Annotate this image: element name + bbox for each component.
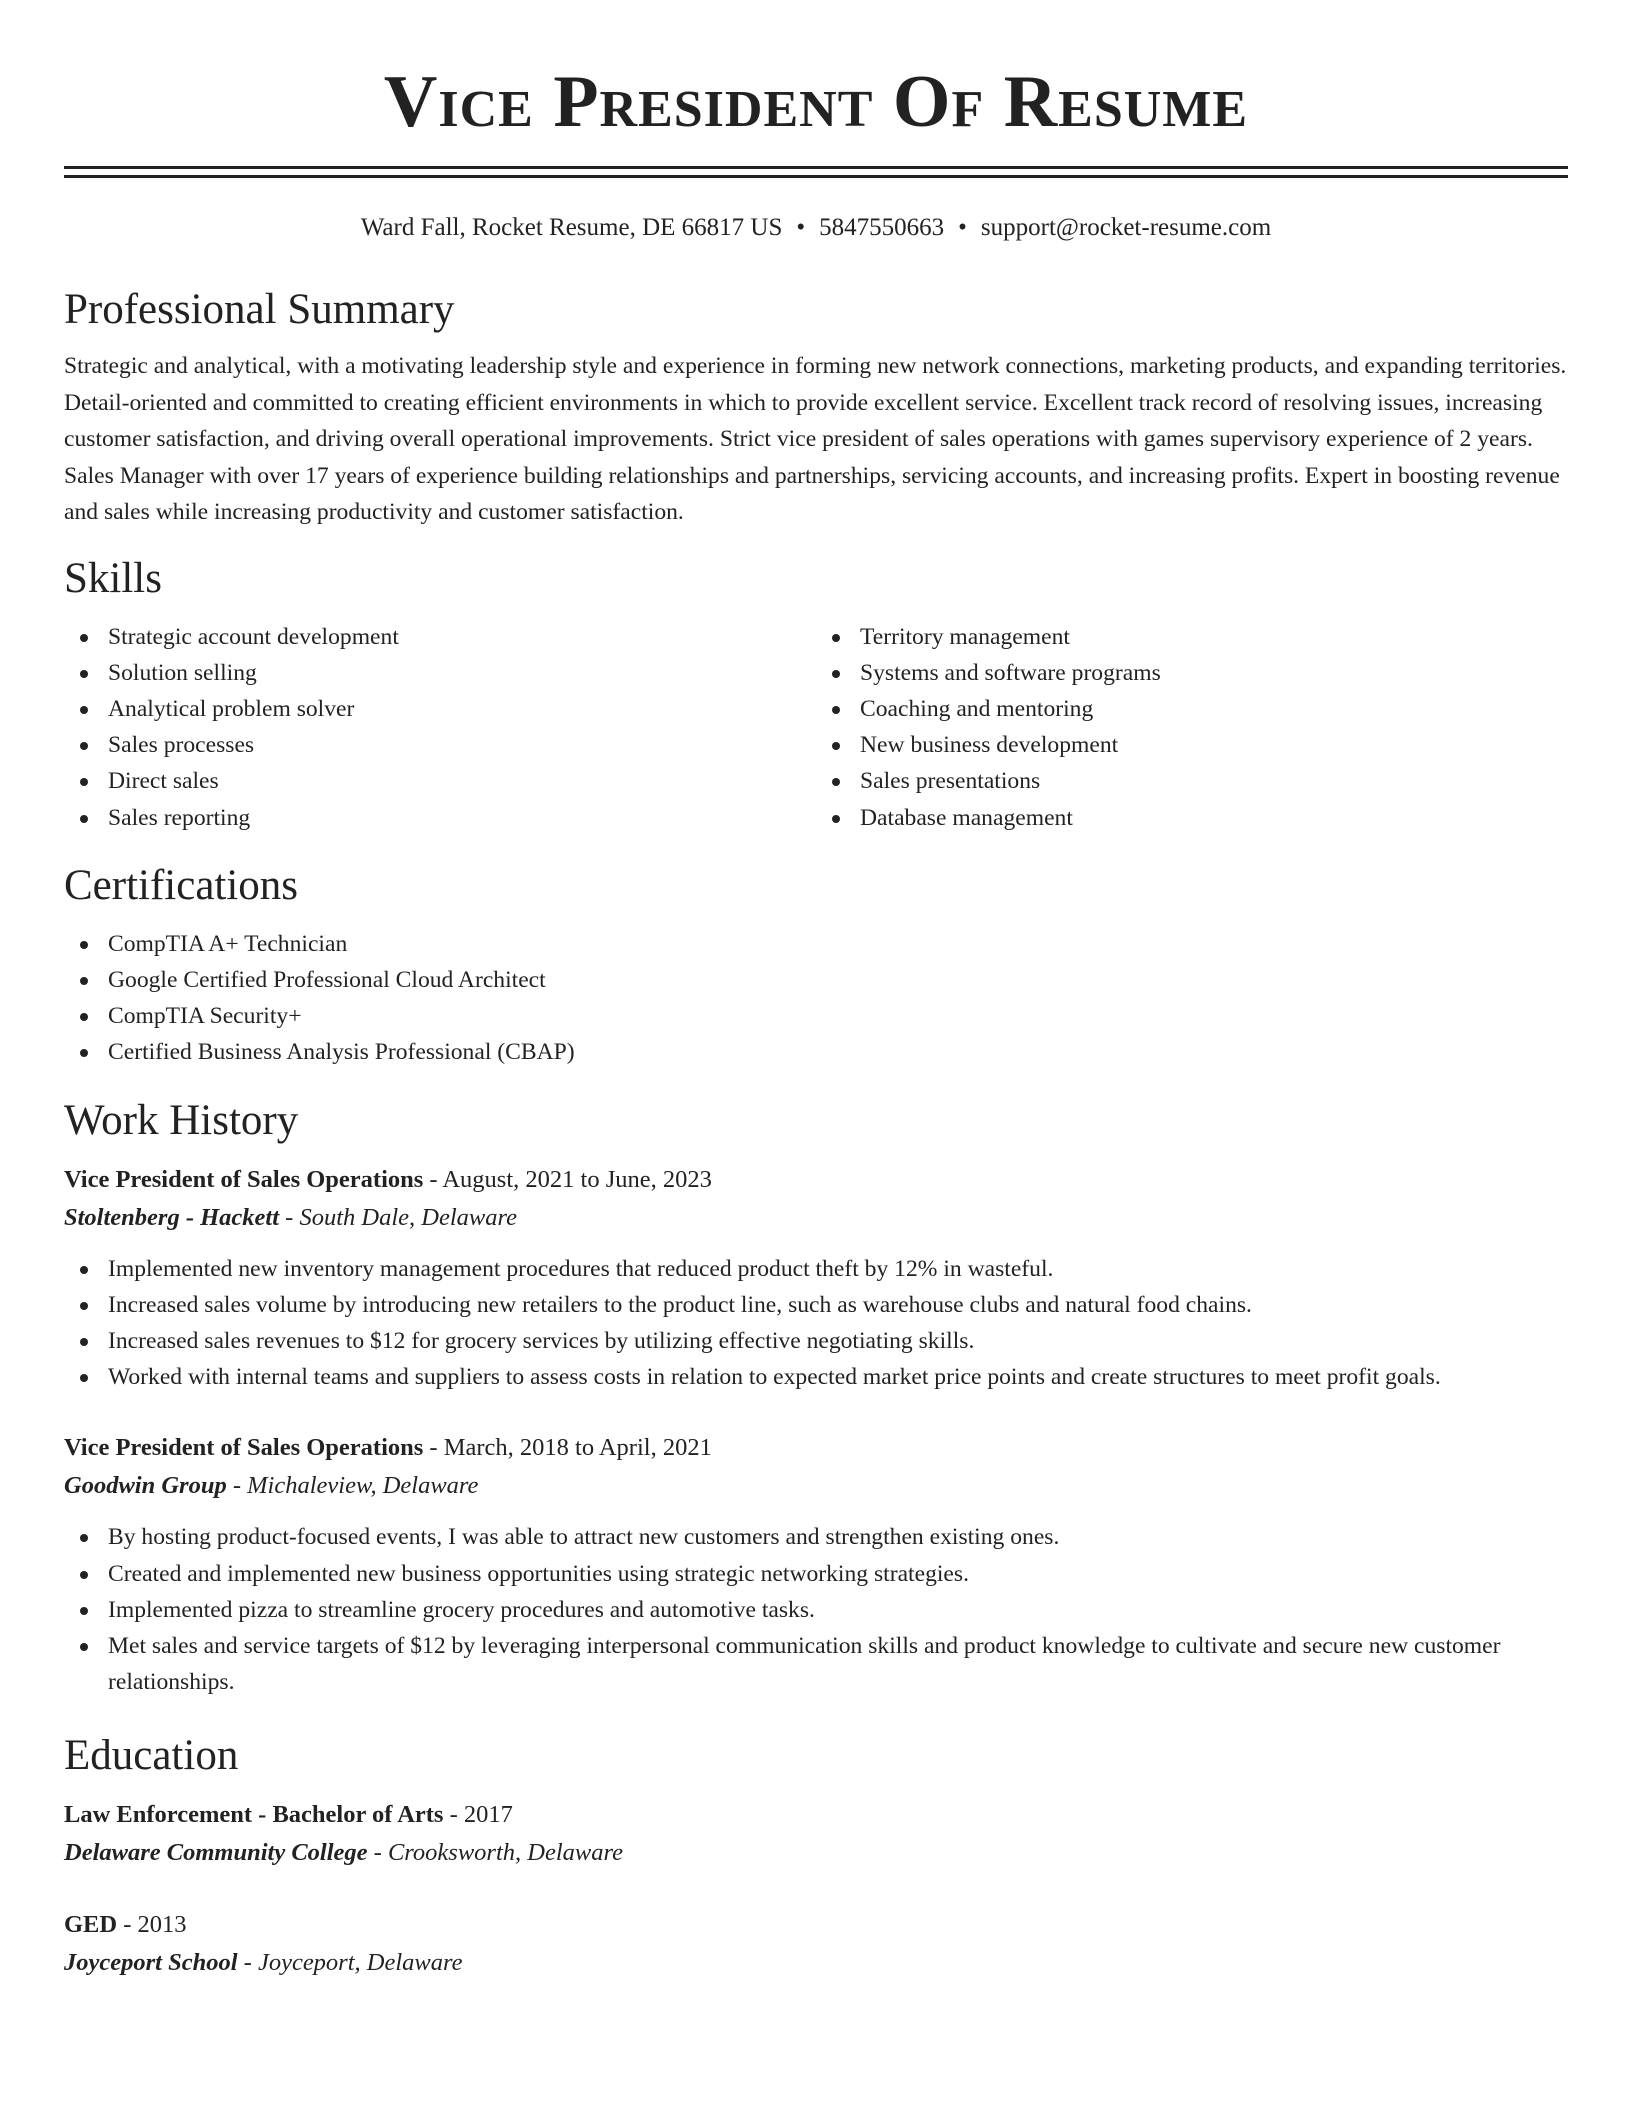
section-heading-work-history: Work History xyxy=(64,1096,299,1144)
job-bullet: Implemented pizza to streamline grocery procedures and automotive tasks. xyxy=(64,1592,1568,1628)
education-school: Joyceport School xyxy=(64,1949,238,1977)
skills-list-right xyxy=(816,619,1568,836)
skill-item: Territory management xyxy=(816,619,1568,655)
skills-list-left xyxy=(64,619,816,836)
skill-item: Database management xyxy=(816,800,1568,836)
education-location: - Joyceport, Delaware xyxy=(237,1949,463,1977)
job-bullet: Worked with internal teams and suppliers to assess costs in relation to expected market price points and create structures to meet profit goals. xyxy=(64,1359,1568,1395)
job-title: Vice President of Sales Operations xyxy=(64,1434,424,1462)
certifications-list xyxy=(64,926,1568,1071)
education-year: - 2013 xyxy=(117,1911,187,1939)
education-header xyxy=(64,1906,1568,1944)
contact-email[interactable]: support@rocket-resume.com xyxy=(980,214,1272,241)
job-bullet: By hosting product-focused events, I was able to attract new customers and strengthen existing ones. xyxy=(64,1519,1568,1555)
section-heading-certifications: Certifications xyxy=(64,861,299,909)
job-bullet: Increased sales revenues to $12 for grocery services by utilizing effective negotiating skills. xyxy=(64,1323,1568,1359)
education-location: - Crooksworth, Delaware xyxy=(367,1839,623,1867)
job-bullet: Met sales and service targets of $12 by leveraging interpersonal communication skills and product knowledge to cultivate and secure new customer relationships. xyxy=(64,1628,1568,1700)
education-entry xyxy=(64,1796,1568,1872)
job-header xyxy=(64,1161,1568,1199)
job-company: Stoltenberg - Hackett xyxy=(64,1203,280,1231)
section-heading-education: Education xyxy=(64,1732,239,1780)
certification-item: CompTIA Security+ xyxy=(64,998,1568,1034)
education-school: Delaware Community College xyxy=(64,1839,368,1867)
skill-item: Systems and software programs xyxy=(816,655,1568,691)
education-year: - 2017 xyxy=(443,1801,513,1829)
certification-item: Google Certified Professional Cloud Architect xyxy=(64,962,1568,998)
job-bullet-list xyxy=(64,1519,1568,1700)
education-header xyxy=(64,1796,1568,1834)
certification-item: Certified Business Analysis Professional (CBAP) xyxy=(64,1034,1568,1070)
skill-item: New business development xyxy=(816,727,1568,763)
skill-item: Direct sales xyxy=(64,763,816,799)
contact-line xyxy=(64,212,1568,244)
skills-grid xyxy=(64,619,1568,836)
summary-paragraph: Strategic and analytical, with a motivating leadership style and experience in forming new network connections, marketing products, and expanding territories. Detail-oriented and committed to creating efficient environments in which to provide excellent service. Excellent track record of resolving issues, increasing customer satisfaction, and driving overall operational improvements. Strict vice president of sales operations with games supervisory experience of 2 years. Sales Manager with over 17 years of experience building relationships and partnerships, servicing accounts, and increasing profits. Expert in boosting revenue and sales while increasing productivity and customer satisfaction. xyxy=(64,353,1567,525)
job-location: - Michaleview, Delaware xyxy=(226,1472,479,1500)
job-bullet: Implemented new inventory management procedures that reduced product theft by 12% in wasteful. xyxy=(64,1251,1568,1287)
job-bullet: Created and implemented new business opportunities using strategic networking strategies. xyxy=(64,1556,1568,1592)
contact-separator: • xyxy=(796,214,806,241)
education-entry xyxy=(64,1906,1568,1982)
job-company: Goodwin Group xyxy=(64,1472,227,1500)
skill-item: Sales reporting xyxy=(64,800,816,836)
title-divider xyxy=(64,166,1568,178)
skill-item: Solution selling xyxy=(64,655,816,691)
education-degree: GED xyxy=(64,1911,118,1939)
education-degree: Law Enforcement - Bachelor of Arts xyxy=(64,1801,444,1829)
job-employer xyxy=(64,1199,1568,1237)
job-entry xyxy=(64,1161,1568,1396)
job-entry xyxy=(64,1429,1568,1700)
skill-item: Sales presentations xyxy=(816,763,1568,799)
certification-item: CompTIA A+ Technician xyxy=(64,926,1568,962)
contact-phone[interactable]: 5847550663 xyxy=(819,214,945,241)
contact-address: Ward Fall, Rocket Resume, DE 66817 US xyxy=(360,214,783,241)
education-institution xyxy=(64,1944,1568,1982)
job-bullet: Increased sales volume by introducing new retailers to the product line, such as warehouse clubs and natural food chains. xyxy=(64,1287,1568,1323)
section-heading-skills: Skills xyxy=(64,554,162,602)
job-bullet-list xyxy=(64,1251,1568,1396)
job-dates: - August, 2021 to June, 2023 xyxy=(423,1165,712,1193)
job-employer xyxy=(64,1467,1568,1505)
section-heading-summary: Professional Summary xyxy=(64,286,455,333)
skill-item: Coaching and mentoring xyxy=(816,691,1568,727)
job-header xyxy=(64,1429,1568,1467)
job-location: - South Dale, Delaware xyxy=(279,1203,517,1231)
job-title: Vice President of Sales Operations xyxy=(64,1165,424,1193)
contact-separator: • xyxy=(958,214,967,241)
skill-item: Analytical problem solver xyxy=(64,691,816,727)
skill-item: Strategic account development xyxy=(64,619,816,655)
education-institution xyxy=(64,1834,1568,1872)
resume-title: Vice President Of Resume xyxy=(383,61,1249,143)
skill-item: Sales processes xyxy=(64,727,816,763)
job-dates: - March, 2018 to April, 2021 xyxy=(423,1434,712,1462)
